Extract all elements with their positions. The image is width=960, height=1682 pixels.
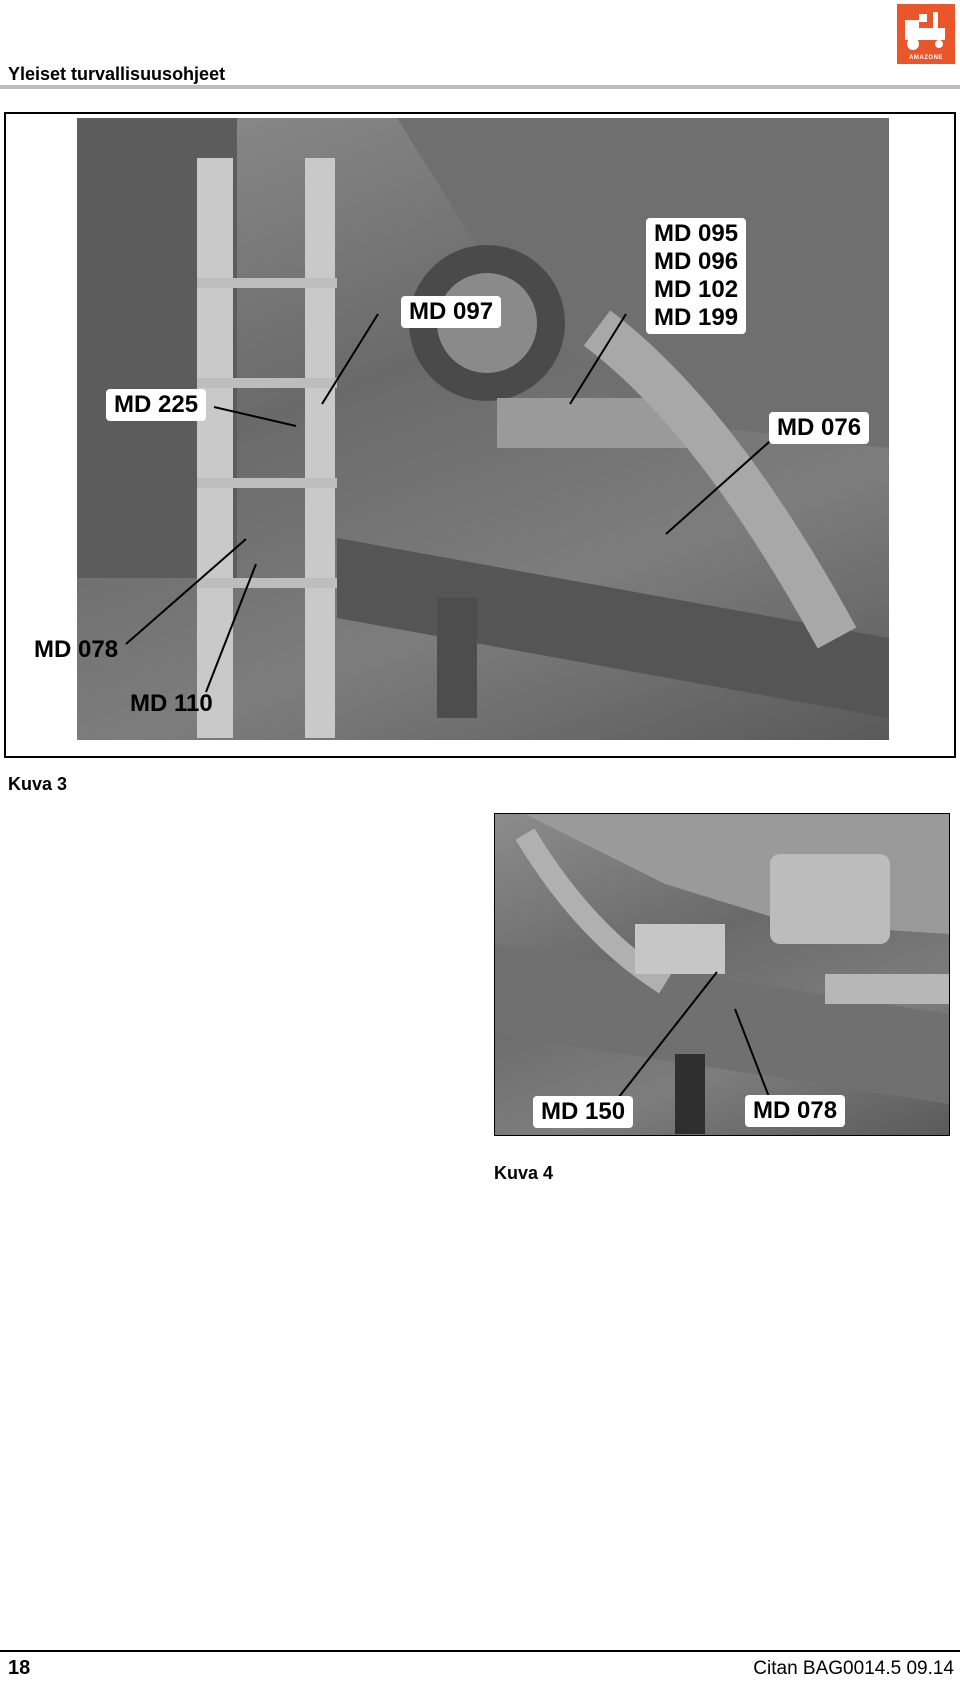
label-md078: MD 078 <box>34 636 119 663</box>
logo-text: AMAZONE <box>909 55 943 61</box>
figure-4-leader-lines <box>495 814 950 1136</box>
page-number: 18 <box>8 1657 31 1679</box>
amazone-logo <box>897 4 955 64</box>
figure-3-frame <box>4 112 956 758</box>
figure-4-caption: Kuva 4 <box>494 1163 554 1183</box>
label-md095: MD 095 <box>654 220 739 247</box>
label-md110: MD 110 <box>130 690 213 717</box>
label-group-md095-md199 <box>646 218 746 334</box>
page-header-title: Yleiset turvallisuusohjeet <box>8 64 226 84</box>
figure-4-frame <box>494 813 950 1136</box>
label-md076: MD 076 <box>769 412 869 444</box>
label-md199: MD 199 <box>654 304 739 331</box>
label-md078-fig4: MD 078 <box>745 1095 845 1127</box>
figure-3-caption: Kuva 3 <box>8 774 68 794</box>
label-md102: MD 102 <box>654 276 739 303</box>
header-divider <box>0 85 960 89</box>
label-md097: MD 097 <box>401 296 501 328</box>
label-md150: MD 150 <box>533 1096 633 1128</box>
label-md225: MD 225 <box>106 389 206 421</box>
label-md096: MD 096 <box>654 248 739 275</box>
footer-divider <box>0 1650 960 1652</box>
document-reference: Citan BAG0014.5 09.14 <box>753 1658 954 1679</box>
